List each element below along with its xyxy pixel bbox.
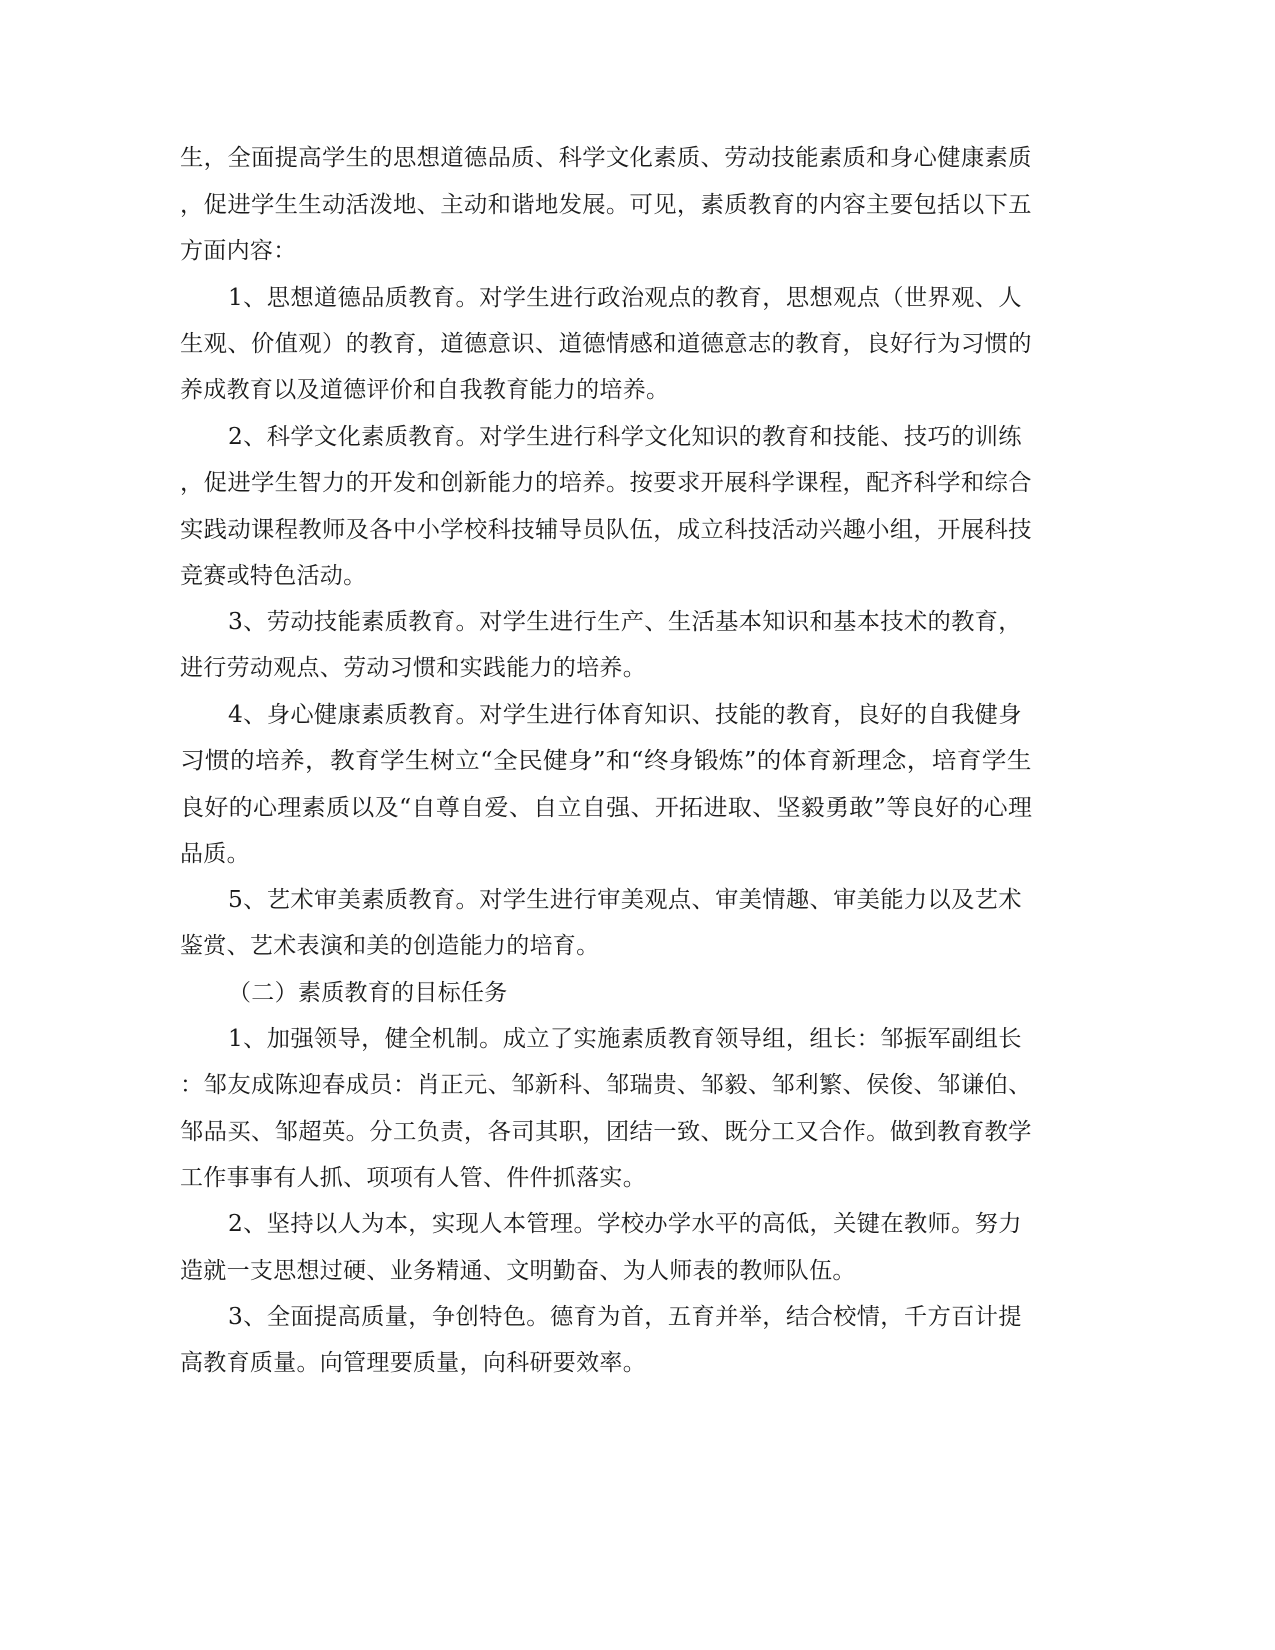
text-line: 习惯的培养，教育学生树立“全民健身”和“终身锻炼”的体育新理念，培育学生 xyxy=(180,748,1032,774)
text-line: 造就一支思想过硬、业务精通、文明勤奋、为人师表的教师队伍。 xyxy=(180,1258,856,1284)
text-line: ：邹友成陈迎春成员：肖正元、邹新科、邹瑞贵、邹毅、邹利繁、侯俊、邹谦伯、 xyxy=(180,1072,1032,1098)
text-line: 高教育质量。向管理要质量，向科研要效率。 xyxy=(180,1350,646,1376)
text-line: 3、全面提高质量，争创特色。德育为首，五育并举，结合校情，千方百计提 xyxy=(228,1304,1022,1330)
text-line: 鉴赏、艺术表演和美的创造能力的培育。 xyxy=(180,933,600,959)
text-line: 1、思想道德品质教育。对学生进行政治观点的教育，思想观点（世界观、人 xyxy=(228,285,1022,311)
text-line: 方面内容： xyxy=(180,238,297,264)
text-line: 2、坚持以人为本，实现人本管理。学校办学水平的高低，关键在教师。努力 xyxy=(228,1211,1022,1237)
text-line: 竞赛或特色活动。 xyxy=(180,563,367,589)
text-line: 邹品买、邹超英。分工负责，各司其职，团结一致、既分工又合作。做到教育教学 xyxy=(180,1119,1032,1145)
text-line: 良好的心理素质以及“自尊自爱、自立自强、开拓进取、坚毅勇敢”等良好的心理 xyxy=(180,795,1033,821)
text-line: 生观、价值观）的教育，道德意识、道德情感和道德意志的教育，良好行为习惯的 xyxy=(180,331,1032,357)
text-line: 3、劳动技能素质教育。对学生进行生产、生活基本知识和基本技术的教育， xyxy=(228,609,1022,635)
text-line: 4、身心健康素质教育。对学生进行体育知识、技能的教育，良好的自我健身 xyxy=(228,702,1022,728)
section-heading: （二）素质教育的目标任务 xyxy=(228,980,508,1006)
text-line: 品质。 xyxy=(180,841,250,867)
text-line: ，促进学生生动活泼地、主动和谐地发展。可见，素质教育的内容主要包括以下五 xyxy=(180,192,1032,218)
text-line: 实践动课程教师及各中小学校科技辅导员队伍，成立科技活动兴趣小组，开展科技 xyxy=(180,517,1032,543)
text-line: 养成教育以及道德评价和自我教育能力的培养。 xyxy=(180,377,670,403)
text-line: 5、艺术审美素质教育。对学生进行审美观点、审美情趣、审美能力以及艺术 xyxy=(228,887,1022,913)
text-line: 生，全面提高学生的思想道德品质、科学文化素质、劳动技能素质和身心健康素质 xyxy=(180,145,1032,171)
text-line: 工作事事有人抓、项项有人管、件件抓落实。 xyxy=(180,1165,646,1191)
text-line: 1、加强领导，健全机制。成立了实施素质教育领导组，组长：邹振军副组长 xyxy=(228,1026,1022,1052)
text-line: 2、科学文化素质教育。对学生进行科学文化知识的教育和技能、技巧的训练 xyxy=(228,424,1022,450)
text-line: 进行劳动观点、劳动习惯和实践能力的培养。 xyxy=(180,655,646,681)
text-line: ，促进学生智力的开发和创新能力的培养。按要求开展科学课程，配齐科学和综合 xyxy=(180,470,1032,496)
